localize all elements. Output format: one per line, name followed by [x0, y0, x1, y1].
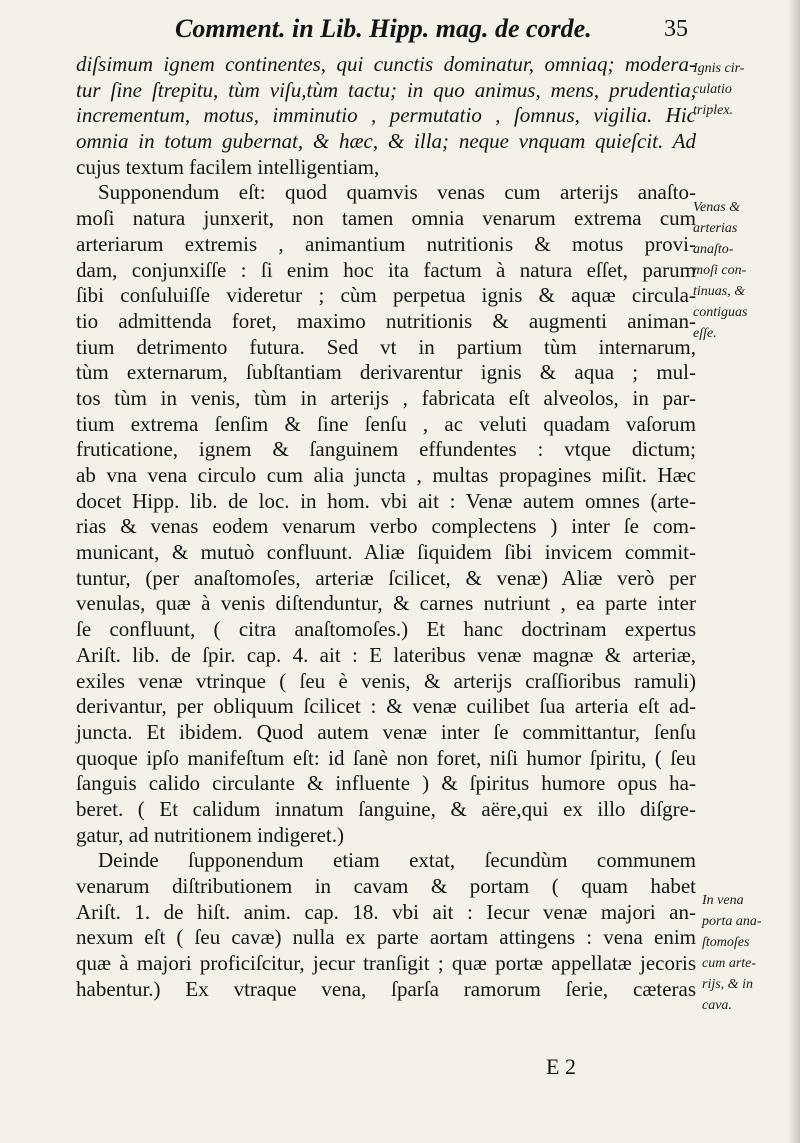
text-line: derivantur, per obliquum ſcilicet : & venæ cuilibet ſua arteria eſt ad- [76, 694, 696, 719]
text-line: quæ à majori proficiſcitur, jecur tranſigit ; quæ portæ appellatæ jecoris [76, 951, 696, 976]
margin-note-line: eſſe. [693, 326, 717, 341]
text-line: Ariſt. 1. de hiſt. anim. cap. 18. vbi ait : Iecur venæ majori an- [76, 899, 696, 924]
page-number: 35 [664, 16, 688, 42]
text-line: tur ſine ſtrepitu, tùm viſu,tùm tactu; in quo animus, mens, prudentia, [76, 77, 696, 102]
text-line: venulas, quæ à venis diſtenduntur, & carnes nutriunt , ea parte inter [76, 591, 696, 616]
margin-note-line: rijs, & in [702, 977, 753, 992]
text-line: tium extrema ſenſim & ſine ſenſu , ac veluti quadam vaſorum [76, 411, 696, 436]
margin-note-line: Ignis cir- [693, 61, 745, 76]
margin-note-line: cava. [702, 998, 732, 1013]
margin-note-line: culatio [693, 82, 732, 97]
text-line: Deinde ſupponendum etiam extat, ſecundùm communem [98, 848, 696, 873]
page-edge-shadow [788, 0, 800, 1143]
margin-note-line: ſtomoſes [702, 935, 750, 950]
text-line: tio admittenda foret, maximo nutritionis & augmenti animan- [76, 308, 696, 333]
margin-note-line: triplex. [693, 103, 734, 118]
margin-note-line: In vena [702, 893, 744, 908]
text-line: tuntur, (per anaſtomoſes, arteriæ ſcilicet, & venæ) Aliæ verò per [76, 565, 696, 590]
margin-note-line: contiguas [693, 305, 748, 320]
text-line: diſsimum ignem continentes, qui cunctis dominatur, omniaq; modera- [76, 52, 696, 76]
margin-note-line: moſi con- [693, 263, 747, 278]
text-line: moſi natura junxerit, non tamen omnia venarum extrema cum [76, 206, 696, 231]
text-line: tos tùm in venis, tùm in arterijs , fabricata eſt alveolos, in par- [76, 385, 696, 410]
margin-note-line: Venas & [693, 200, 741, 215]
margin-note-portal-vein [702, 890, 762, 1016]
text-line: ab vna vena circulo cum alia juncta , multas propagines miſit. Hæc [76, 463, 696, 487]
text-line: tium detrimento futura. Sed vt in partium tùm internarum, [76, 334, 696, 359]
margin-note-line: anaſto- [693, 242, 734, 257]
text-line: Ariſt. lib. de ſpir. cap. 4. ait : E lateribus venæ magnæ & arteriæ, [76, 642, 696, 667]
text-line: municant, & mutuò confluunt. Aliæ ſiquidem ſibi invicem commit- [76, 540, 696, 565]
main-text-block [76, 52, 696, 1002]
signature-mark: E 2 [546, 1054, 576, 1079]
text-line: quoque ipſo manifeſtum eſt: id ſanè non foret, niſi humor ſpiritu, ( ſeu [76, 745, 696, 770]
text-line: beret. ( Et calidum innatum ſanguine, & aëre,qui ex illo diſgre- [76, 796, 696, 821]
text-line: ſibi conſuluiſſe videretur ; cùm perpetua ignis & aquæ circula- [76, 283, 696, 308]
text-line: gatur, ad nutritionem indigeret.) [76, 822, 344, 847]
margin-note-line: porta ana- [702, 914, 762, 929]
margin-note-fire-circulation [693, 58, 744, 121]
text-line: nexum eſt ( ſeu cavæ) nulla ex parte aortam attingens : vena enim [76, 925, 696, 950]
text-line: dam, conjunxiſſe : ſi enim hoc ita factum à natura eſſet, parum [76, 257, 696, 282]
text-line: docet Hipp. lib. de loc. in hom. vbi ait : Venæ autem omnes (arte- [76, 488, 696, 513]
text-line: fruticatione, ignem & ſanguinem effundentes : vtque dictum; [76, 437, 696, 462]
text-line: juncta. Et ibidem. Quod autem venæ inter ſe committantur, ſenſu [76, 719, 696, 744]
margin-note-veins-arteries [693, 197, 747, 344]
text-line: cujus textum facilem intelligentiam, [76, 154, 380, 179]
text-line: Supponendum eſt: quod quamvis venas cum arterijs anaſto- [98, 180, 696, 205]
margin-note-line: cum arte- [702, 956, 757, 971]
text-line: arteriarum extremis , animantium nutritionis & motus provi- [76, 231, 696, 256]
text-line: omnia in totum gubernat, & hæc, & illa; neque vnquam quieſcit. Ad [76, 129, 696, 154]
text-line: tùm externarum, ſubſtantiam derivarentur ignis & aqua ; mul- [76, 360, 696, 385]
text-line: exiles venæ vtrinque ( ſeu è venis, & arterijs craſſioribus ramuli) [76, 668, 696, 693]
text-line: ſe confluunt, ( citra anaſtomoſes.) Et hanc doctrinam expertus [76, 617, 696, 642]
text-line: habentur.) Ex vtraque vena, ſparſa ramorum ſerie, cæteras [76, 976, 696, 1001]
page-header [0, 14, 800, 48]
text-line: venarum diſtributionem in cavam & portam ( quam habet [76, 874, 696, 898]
text-line: incrementum, motus, imminutio , permutatio , ſomnus, vigilia. Hic [76, 103, 696, 128]
margin-note-line: tinuas, & [693, 284, 746, 299]
text-line: rias & venas eodem venarum verbo complectens ) inter ſe com- [76, 514, 696, 539]
margin-note-line: arterias [693, 221, 738, 236]
running-head: Comment. in Lib. Hipp. mag. de corde. [175, 14, 592, 43]
text-line: ſanguis calido circulante & influente ) & ſpiritus humore opus ha- [76, 771, 696, 796]
